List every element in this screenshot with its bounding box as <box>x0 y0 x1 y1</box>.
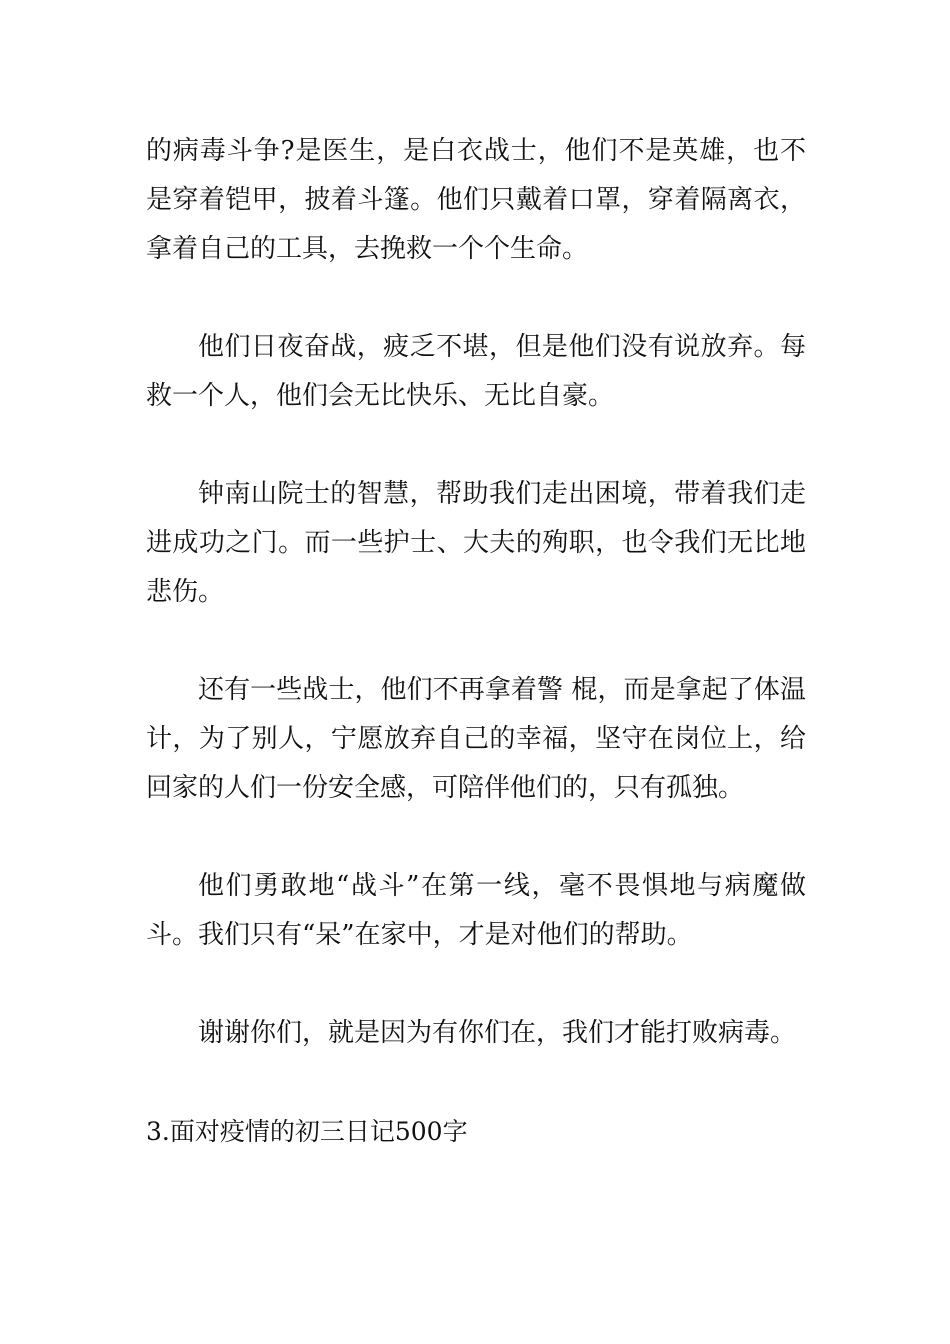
section-heading: 3.面对疫情的初三日记500字 <box>146 1117 468 1146</box>
paragraph-medical-workers: 他们日夜奋战，疲乏不堪，但是他们没有说放弃。每救一个人，他们会无比快乐、无比自豪。 <box>146 332 806 411</box>
paragraph-zhong-nanshan: 钟南山院士的智慧，帮助我们走出困境，带着我们走进成功之门。而一些护士、大夫的殉职，也令我们无比地悲伤。 <box>146 479 806 607</box>
paragraph-continuation: 的病毒斗争?是医生，是白衣战士，他们不是英雄，也不是穿着铠甲，披着斗篷。他们只戴着口罩，穿着隔离衣，拿着自己的工具，去挽救一个个生命。 <box>146 136 806 264</box>
paragraph-police-warriors: 还有一些战士，他们不再拿着警 棍，而是拿起了体温计，为了别人，宁愿放弃自己的幸福，坚守在岗位上，给回家的人们一份安全感，可陪伴他们的，只有孤独。 <box>146 675 806 803</box>
paragraph-frontline: 他们勇敢地“战斗”在第一线，毫不畏惧地与病魔做斗。我们只有“呆”在家中，才是对他们的帮助。 <box>146 871 806 950</box>
document-body <box>146 127 806 1156</box>
paragraph-thanks: 谢谢你们，就是因为有你们在，我们才能打败病毒。 <box>198 1018 797 1048</box>
